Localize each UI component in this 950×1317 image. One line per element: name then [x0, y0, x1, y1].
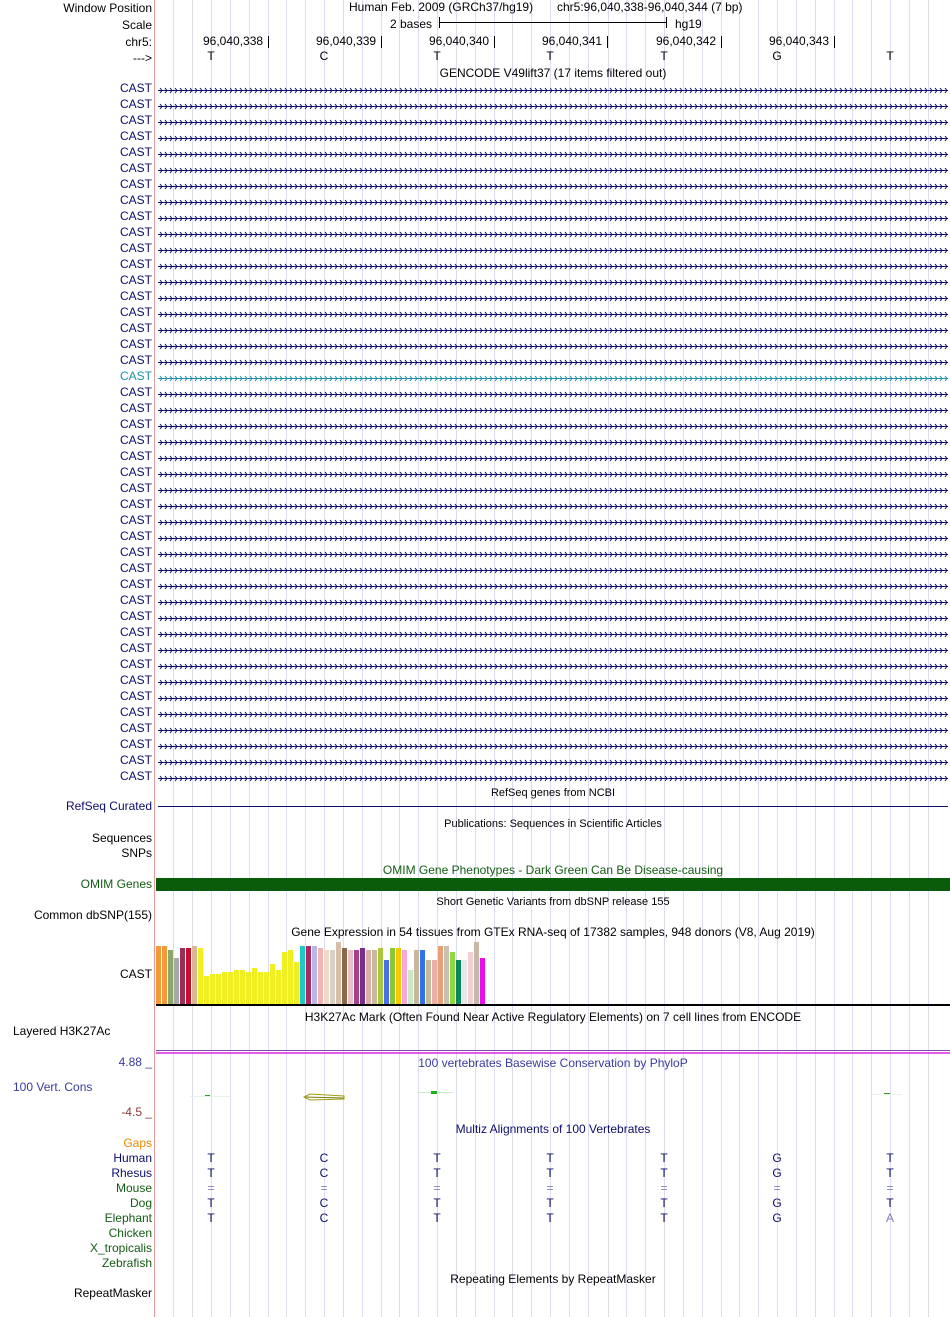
gtex-tissue-bar[interactable] [456, 960, 461, 1004]
aligned-base: C [319, 1166, 329, 1180]
sequences-label[interactable]: Sequences [91, 831, 152, 845]
aligned-base: C [319, 1211, 329, 1225]
aligned-base: T [886, 1151, 894, 1165]
gtex-tissue-bar[interactable] [222, 972, 227, 1004]
coordinate-tick [268, 36, 269, 48]
aligned-base: A [885, 1211, 894, 1225]
gencode-transcript[interactable] [158, 356, 948, 365]
phylop-min-label: -4.5 _ [121, 1105, 152, 1119]
coordinate-label[interactable]: 96,040,339 [316, 34, 377, 48]
gtex-tissue-bar[interactable] [366, 950, 371, 1004]
gtex-tissue-bar[interactable] [210, 974, 215, 1004]
gtex-tissue-bar[interactable] [420, 950, 425, 1004]
aligned-base: T [433, 1196, 441, 1210]
h3k27ac-signal-2[interactable] [156, 1052, 950, 1054]
gtex-tissue-bar[interactable] [246, 972, 251, 1004]
base-letter: T [207, 49, 215, 63]
gtex-tissue-bar[interactable] [438, 946, 443, 1004]
aligned-base: T [660, 1196, 668, 1210]
aligned-base: T [886, 1196, 894, 1210]
gencode-transcript[interactable] [158, 340, 948, 349]
gencode-gene-label[interactable]: CAST [119, 513, 152, 527]
gencode-transcript[interactable] [158, 516, 948, 525]
aligned-base: T [546, 1211, 554, 1225]
gencode-transcript[interactable] [158, 708, 948, 717]
gencode-gene-label[interactable]: CAST [119, 545, 152, 559]
dbsnp-label[interactable]: Common dbSNP(155) [33, 908, 152, 922]
gencode-gene-label[interactable]: CAST [119, 417, 152, 431]
gencode-gene-label[interactable]: CAST [119, 305, 152, 319]
scale-text: 2 bases [390, 17, 433, 31]
phylop-loop-mark [300, 1092, 346, 1102]
phylop-mark-3 [884, 1093, 890, 1094]
coordinate-label[interactable]: 96,040,343 [769, 34, 830, 48]
gencode-gene-label[interactable]: CAST [119, 481, 152, 495]
gencode-gene-label[interactable]: CAST [119, 705, 152, 719]
phylop-max-label: 4.88 _ [118, 1055, 152, 1069]
scale-bar-right [666, 17, 667, 28]
species-label[interactable]: Elephant [104, 1211, 152, 1225]
base-letter: T [433, 49, 441, 63]
gtex-tissue-bar[interactable] [384, 960, 389, 1004]
coordinate-tick [607, 36, 608, 48]
gencode-gene-label[interactable]: CAST [119, 449, 152, 463]
refseq-label[interactable]: RefSeq Curated [65, 799, 152, 813]
aligned-base: T [660, 1151, 668, 1165]
gencode-gene-label[interactable]: CAST [119, 369, 152, 383]
coordinate-label[interactable]: 96,040,340 [429, 34, 490, 48]
gencode-transcript[interactable] [158, 612, 948, 621]
gencode-gene-label[interactable]: CAST [119, 289, 152, 303]
gencode-transcript[interactable] [158, 244, 948, 253]
gencode-gene-label[interactable]: CAST [119, 625, 152, 639]
aligned-base: T [433, 1211, 441, 1225]
gencode-transcript[interactable] [158, 292, 948, 301]
gtex-label[interactable]: CAST [119, 967, 152, 981]
gencode-gene-label[interactable]: CAST [119, 113, 152, 127]
gencode-transcript[interactable] [158, 772, 948, 781]
gencode-transcript[interactable] [158, 580, 948, 589]
gencode-gene-label[interactable]: CAST [119, 273, 152, 287]
aligned-base: G [772, 1196, 782, 1210]
gtex-tissue-bar[interactable] [168, 950, 173, 1004]
gtex-tissue-bar[interactable] [450, 952, 455, 1004]
aligned-base: = [320, 1181, 328, 1195]
gencode-gene-label[interactable]: CAST [119, 353, 152, 367]
base-letter: G [772, 49, 782, 63]
gencode-transcript[interactable] [158, 84, 948, 93]
gencode-transcript[interactable] [158, 260, 948, 269]
phylop-mark-1 [205, 1095, 210, 1096]
h3k27ac-signal-1[interactable] [156, 1050, 950, 1051]
gtex-tissue-bar[interactable] [240, 970, 245, 1004]
h3k27ac-title[interactable]: H3K27Ac Mark (Often Found Near Active Regulatory Elements) on 7 cell lines from ENCODE [304, 1010, 802, 1024]
gencode-transcript[interactable] [158, 404, 948, 413]
gencode-transcript[interactable] [158, 740, 948, 749]
gtex-tissue-bar[interactable] [402, 950, 407, 1004]
aligned-base: = [886, 1181, 894, 1195]
gencode-transcript[interactable] [158, 436, 948, 445]
gencode-gene-label[interactable]: CAST [119, 81, 152, 95]
gtex-tissue-bar[interactable] [186, 948, 191, 1004]
gencode-gene-label[interactable]: CAST [119, 641, 152, 655]
aligned-base: T [433, 1166, 441, 1180]
coordinate-label[interactable]: 96,040,341 [542, 34, 603, 48]
repeatmasker-label[interactable]: RepeatMasker [73, 1286, 152, 1300]
gencode-transcript[interactable] [158, 388, 948, 397]
aligned-base: = [207, 1181, 215, 1195]
gencode-gene-label[interactable]: CAST [119, 129, 152, 143]
species-label[interactable]: Zebrafish [101, 1256, 152, 1270]
gencode-gene-label[interactable]: CAST [119, 161, 152, 175]
gtex-tissue-bar[interactable] [480, 958, 485, 1004]
gencode-transcript[interactable] [158, 532, 948, 541]
gtex-tissue-bar[interactable] [462, 960, 467, 1004]
phylop-fragment [190, 1096, 230, 1097]
coordinate-tick [494, 36, 495, 48]
gtex-tissue-bar[interactable] [396, 948, 401, 1004]
window-position-label: Window Position [63, 1, 152, 15]
strand-label: ---> [133, 51, 152, 65]
gtex-tissue-bar[interactable] [378, 948, 383, 1004]
gencode-transcript[interactable] [158, 452, 948, 461]
gencode-transcript[interactable] [158, 628, 948, 637]
aligned-base: T [546, 1166, 554, 1180]
phylop-label[interactable]: 100 Vert. Cons [13, 1080, 93, 1094]
gtex-tissue-bar[interactable] [324, 950, 329, 1004]
gtex-tissue-bar[interactable] [468, 952, 473, 1004]
aligned-base: = [660, 1181, 668, 1195]
coordinate-tick [381, 36, 382, 48]
aligned-base: T [207, 1196, 215, 1210]
species-label[interactable]: Mouse [115, 1181, 152, 1195]
gtex-tissue-bar[interactable] [192, 946, 197, 1004]
gencode-transcript[interactable] [158, 724, 948, 733]
gencode-transcript[interactable] [158, 100, 948, 109]
dbsnp-title[interactable]: Short Genetic Variants from dbSNP release 155 [436, 896, 670, 908]
gtex-tissue-bar[interactable] [180, 948, 185, 1004]
gtex-tissue-bar[interactable] [336, 942, 341, 1004]
coordinate-tick [721, 36, 722, 48]
aligned-base: T [207, 1151, 215, 1165]
gencode-transcript[interactable] [158, 132, 948, 141]
gencode-transcript[interactable] [158, 308, 948, 317]
gtex-tissue-bar[interactable] [360, 948, 365, 1004]
omim-bar[interactable] [156, 878, 950, 891]
h3k27ac-label[interactable]: Layered H3K27Ac [13, 1024, 111, 1038]
gencode-gene-label[interactable]: CAST [119, 689, 152, 703]
aligned-base: = [433, 1181, 441, 1195]
gencode-transcript[interactable] [158, 148, 948, 157]
multiz-title[interactable]: Multiz Alignments of 100 Vertebrates [455, 1122, 651, 1136]
snps-label[interactable]: SNPs [121, 846, 152, 860]
assembly-text: Human Feb. 2009 (GRCh37/hg19) [349, 0, 534, 14]
gtex-tissue-bar[interactable] [414, 950, 419, 1004]
gencode-gene-label[interactable]: CAST [119, 241, 152, 255]
coordinate-tick [834, 36, 835, 48]
aligned-base: T [433, 1151, 441, 1165]
species-label[interactable]: Rhesus [111, 1166, 152, 1180]
gtex-tissue-bar[interactable] [306, 946, 311, 1004]
gencode-transcript[interactable] [158, 484, 948, 493]
aligned-base: T [546, 1196, 554, 1210]
gencode-gene-label[interactable]: CAST [119, 401, 152, 415]
aligned-base: = [773, 1181, 781, 1195]
gtex-tissue-bar[interactable] [270, 964, 275, 1004]
gtex-tissue-bar[interactable] [390, 948, 395, 1004]
gencode-transcript[interactable] [158, 196, 948, 205]
gtex-tissue-bar[interactable] [474, 942, 479, 1004]
gtex-tissue-bar[interactable] [252, 968, 257, 1004]
gencode-transcript[interactable] [158, 564, 948, 573]
gencode-transcript[interactable] [158, 116, 948, 125]
gencode-gene-label[interactable]: CAST [119, 465, 152, 479]
publications-title[interactable]: Publications: Sequences in Scientific Articles [444, 818, 662, 830]
chrom-label: chr5: [125, 35, 152, 49]
aligned-base: C [319, 1196, 329, 1210]
phylop-title[interactable]: 100 vertebrates Basewise Conservation by PhyloP [418, 1056, 688, 1070]
gencode-gene-label[interactable]: CAST [119, 433, 152, 447]
aligned-base: G [772, 1151, 782, 1165]
aligned-base: = [546, 1181, 554, 1195]
gencode-transcript[interactable] [158, 180, 948, 189]
gencode-gene-label[interactable]: CAST [119, 593, 152, 607]
gencode-gene-label[interactable]: CAST [119, 257, 152, 271]
gtex-tissue-bar[interactable] [318, 948, 323, 1004]
gtex-tissue-bar[interactable] [372, 950, 377, 1004]
phylop-fragment-3 [872, 1094, 902, 1095]
aligned-base: G [772, 1166, 782, 1180]
gencode-gene-label[interactable]: CAST [119, 337, 152, 351]
gtex-tissue-bar[interactable] [288, 950, 293, 1004]
aligned-base: T [886, 1166, 894, 1180]
gtex-tissue-bar[interactable] [312, 946, 317, 1004]
species-label[interactable]: Human [113, 1151, 152, 1165]
coordinate-label[interactable]: 96,040,342 [656, 34, 717, 48]
gtex-tissue-bar[interactable] [432, 960, 437, 1004]
base-letter: C [319, 49, 329, 63]
gencode-transcript[interactable] [158, 228, 948, 237]
aligned-base: C [319, 1151, 329, 1165]
gtex-tissue-bar[interactable] [426, 960, 431, 1004]
gtex-tissue-bar[interactable] [228, 972, 233, 1004]
gencode-gene-label[interactable]: CAST [119, 145, 152, 159]
gencode-gene-label[interactable]: CAST [119, 769, 152, 783]
gencode-gene-label[interactable]: CAST [119, 193, 152, 207]
aligned-base: T [660, 1166, 668, 1180]
gtex-tissue-bar[interactable] [264, 972, 269, 1004]
gencode-title[interactable]: GENCODE V49lift37 (17 items filtered out) [439, 66, 667, 80]
gtex-tissue-bar[interactable] [282, 952, 287, 1004]
gencode-transcript[interactable] [158, 468, 948, 477]
aligned-base: T [660, 1211, 668, 1225]
gencode-transcript[interactable] [158, 596, 948, 605]
gencode-transcript[interactable] [158, 372, 948, 381]
gencode-transcript[interactable] [158, 324, 948, 333]
label-separator [154, 0, 155, 1317]
gencode-transcript[interactable] [158, 212, 948, 221]
position-text[interactable]: chr5:96,040,338-96,040,344 (7 bp) [557, 0, 743, 14]
phylop-mark-2 [431, 1091, 437, 1094]
gtex-tissue-bar[interactable] [294, 962, 299, 1004]
gtex-tissue-bar[interactable] [204, 976, 209, 1004]
gtex-tissue-bar[interactable] [408, 970, 413, 1004]
species-label[interactable]: Chicken [108, 1226, 152, 1240]
gtex-title[interactable]: Gene Expression in 54 tissues from GTEx RNA-seq of 17382 samples, 948 donors (V8, Aug 2019) [291, 925, 815, 939]
scale-bar [439, 22, 666, 23]
gtex-tissue-bar[interactable] [300, 946, 305, 1004]
species-label[interactable]: X_tropicalis [89, 1241, 152, 1255]
scale-label: Scale [121, 18, 152, 32]
aligned-base: G [772, 1211, 782, 1225]
gtex-tissue-bar[interactable] [174, 958, 179, 1004]
gtex-tissue-bar[interactable] [354, 950, 359, 1004]
omim-label[interactable]: OMIM Genes [80, 877, 152, 891]
gtex-tissue-bar[interactable] [342, 948, 347, 1004]
gencode-gene-label[interactable]: CAST [119, 753, 152, 767]
gencode-gene-label[interactable]: CAST [119, 497, 152, 511]
gtex-tissue-bar[interactable] [216, 974, 221, 1004]
aligned-base: T [207, 1211, 215, 1225]
gencode-gene-label[interactable]: CAST [119, 609, 152, 623]
gencode-transcript[interactable] [158, 644, 948, 653]
gencode-transcript[interactable] [158, 692, 948, 701]
gencode-gene-label[interactable]: CAST [119, 657, 152, 671]
gencode-transcript[interactable] [158, 276, 948, 285]
gencode-gene-label[interactable]: CAST [119, 225, 152, 239]
gtex-tissue-bar[interactable] [198, 948, 203, 1004]
aligned-base: T [546, 1151, 554, 1165]
gencode-gene-label[interactable]: CAST [119, 97, 152, 111]
gtex-tissue-bar[interactable] [258, 972, 263, 1004]
repeatmasker-title[interactable]: Repeating Elements by RepeatMasker [450, 1272, 656, 1286]
gencode-gene-label[interactable]: CAST [119, 177, 152, 191]
aligned-base: T [207, 1166, 215, 1180]
gaps-label[interactable]: Gaps [123, 1136, 152, 1150]
scale-assembly: hg19 [675, 17, 702, 31]
species-label[interactable]: Dog [129, 1196, 152, 1210]
gencode-gene-label[interactable]: CAST [119, 321, 152, 335]
gencode-gene-label[interactable]: CAST [119, 721, 152, 735]
base-letter: T [660, 49, 668, 63]
gencode-gene-label[interactable]: CAST [119, 529, 152, 543]
gtex-tissue-bar[interactable] [348, 950, 353, 1004]
gencode-gene-label[interactable]: CAST [119, 673, 152, 687]
gencode-gene-label[interactable]: CAST [119, 385, 152, 399]
refseq-line[interactable] [158, 806, 948, 807]
gencode-gene-label[interactable]: CAST [119, 209, 152, 223]
gencode-gene-label[interactable]: CAST [119, 577, 152, 591]
gencode-transcript[interactable] [158, 548, 948, 557]
gtex-tissue-bar[interactable] [162, 946, 167, 1004]
gencode-transcript[interactable] [158, 420, 948, 429]
refseq-title[interactable]: RefSeq genes from NCBI [490, 787, 616, 799]
gtex-tissue-bar[interactable] [276, 970, 281, 1004]
gtex-baseline [156, 1004, 950, 1006]
gtex-tissue-bar[interactable] [330, 950, 335, 1004]
gtex-tissue-bar[interactable] [156, 946, 161, 1004]
base-letter: T [886, 49, 894, 63]
omim-title[interactable]: OMIM Gene Phenotypes - Dark Green Can Be Disease-causing [382, 863, 724, 877]
gencode-transcript[interactable] [158, 164, 948, 173]
gencode-gene-label[interactable]: CAST [119, 561, 152, 575]
gencode-transcript[interactable] [158, 660, 948, 669]
gencode-transcript[interactable] [158, 756, 948, 765]
gencode-transcript[interactable] [158, 676, 948, 685]
base-letter: T [546, 49, 554, 63]
gtex-tissue-bar[interactable] [234, 970, 239, 1004]
coordinate-label[interactable]: 96,040,338 [203, 34, 264, 48]
gencode-gene-label[interactable]: CAST [119, 737, 152, 751]
gtex-tissue-bar[interactable] [444, 946, 449, 1004]
gencode-transcript[interactable] [158, 500, 948, 509]
